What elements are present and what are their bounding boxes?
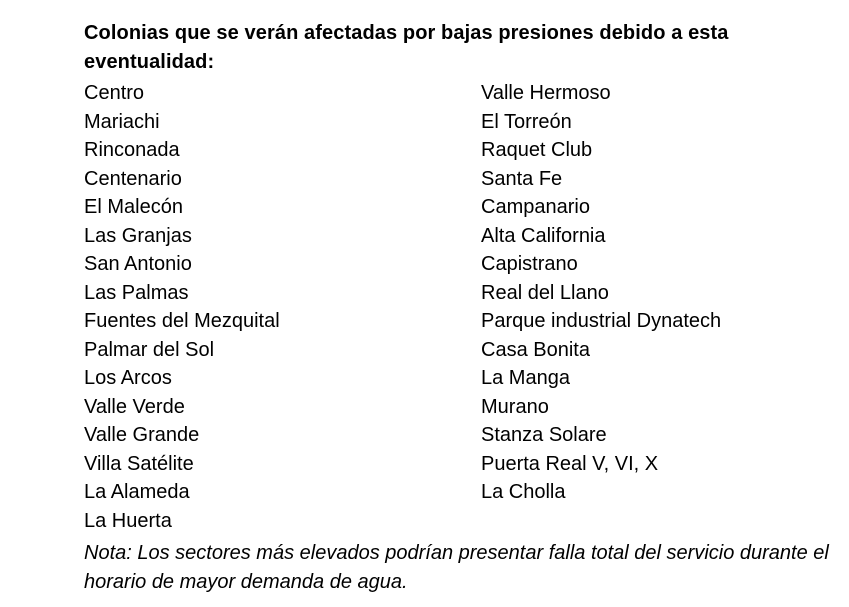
colonia-list-item: Palmar del Sol [84,338,215,361]
colonia-list-item: Villa Satélite [84,452,194,475]
colonia-list-item: Centenario [84,167,182,190]
colonia-list-item: Las Granjas [84,224,192,247]
colonias-column-left [84,79,481,535]
colonia-list-item: Capistrano [481,253,578,275]
colonia-list-item: Centro [84,82,145,104]
document-page [84,19,846,596]
colonia-list-item: Alta California [481,224,606,247]
colonia-list-item: Casa Bonita [481,338,590,361]
colonias-list [84,79,846,535]
colonia-list-item: La Huerta [84,509,172,532]
colonia-list-item: Campanario [481,196,590,218]
colonia-list-item: Fuentes del Mezquital [84,310,280,332]
colonia-list-item: La Manga [481,367,570,389]
colonia-list-item: La Alameda [84,481,190,503]
page-title: Colonias que se verán afectadas por bajas presiones debido a esta eventualidad: [84,22,729,73]
colonia-list-item: Santa Fe [481,167,563,190]
colonia-list-item: Puerta Real V, VI, X [481,452,659,475]
footnote: Nota: Los sectores más elevados podrían presentar falla total del servicio durante el horario de mayor demanda de agua. [84,542,829,593]
colonia-list-item: Valle Hermoso [481,82,611,104]
colonia-list-item: San Antonio [84,253,192,275]
colonia-list-item: Parque industrial Dynatech [481,310,722,332]
colonia-list-item: Murano [481,395,549,418]
colonia-list-item: El Malecón [84,196,183,218]
colonia-list-item: Rinconada [84,139,180,161]
colonia-list-item: Mariachi [84,110,160,133]
colonia-list-item: Valle Verde [84,395,185,418]
colonia-list-item: Las Palmas [84,281,189,304]
colonias-column-right [481,79,841,535]
colonia-list-item: Raquet Club [481,139,593,161]
colonia-list-item: Real del Llano [481,281,609,304]
colonia-list-item: Valle Grande [84,424,200,446]
colonia-list-item: La Cholla [481,481,566,503]
colonia-list-item: El Torreón [481,110,572,133]
colonia-list-item: Stanza Solare [481,424,607,446]
colonia-list-item: Los Arcos [84,367,172,389]
